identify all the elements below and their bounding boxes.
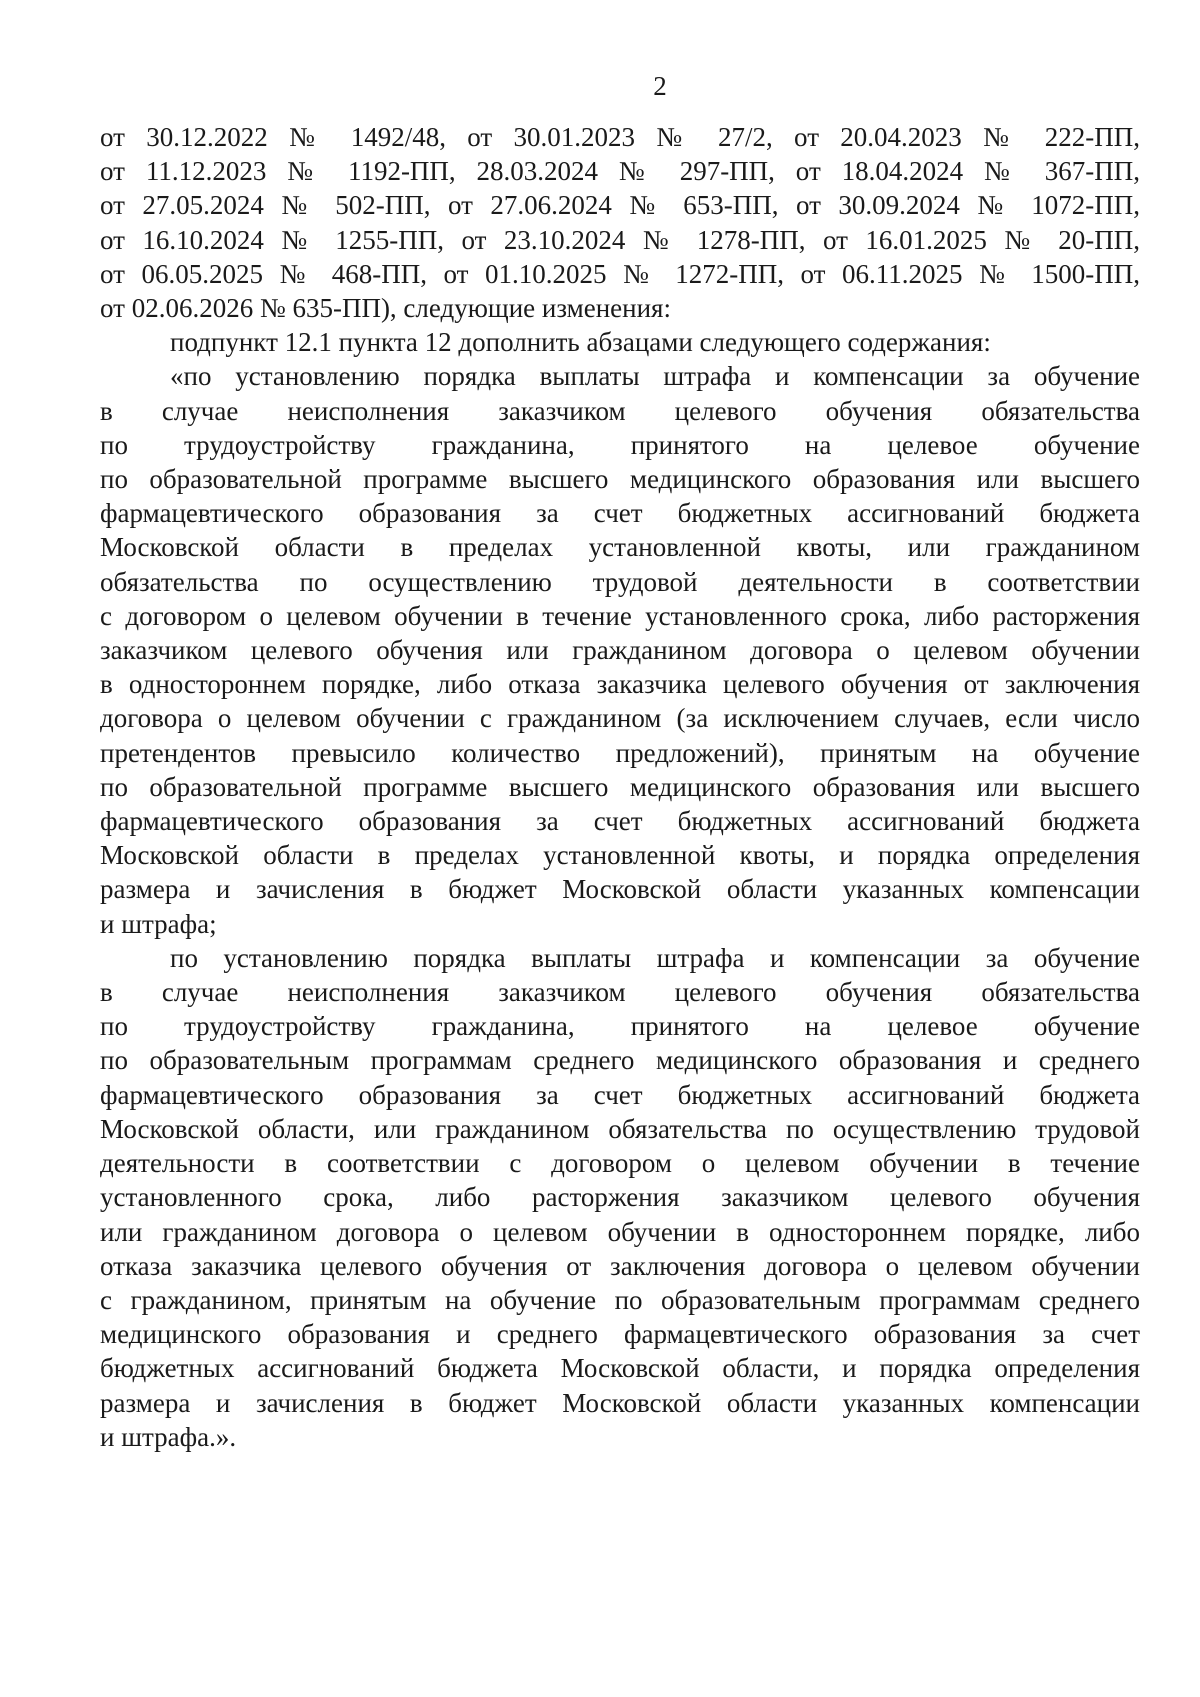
text-line: по образовательным программам среднего медицинского образования и среднего — [100, 1045, 1140, 1076]
text-line: «по установлению порядка выплаты штрафа и компенсации за обучение — [170, 361, 1140, 392]
text-line: Московской области, или гражданином обязательства по осуществлению трудовой — [100, 1113, 1140, 1144]
text-line: с договором о целевом обучении в течение установленного срока, либо расторжения — [100, 600, 1140, 631]
text-line: по трудоустройству гражданина, принятого на целевое обучение — [100, 429, 1140, 460]
text-line: фармацевтического образования за счет бюджетных ассигнований бюджета — [100, 498, 1140, 529]
text-line: размера и зачисления в бюджет Московской области указанных компенсации — [100, 874, 1140, 905]
text-line: деятельности в соответствии с договором о целевом обучении в течение — [100, 1148, 1140, 1179]
text-line: договора о целевом обучении с гражданином (за исключением случаев, если число — [100, 703, 1140, 734]
text-line: от 02.06.2026 № 635-ПП), следующие изменения: — [100, 293, 671, 324]
text-line: и штрафа.». — [100, 1421, 237, 1452]
document-body — [100, 120, 1140, 1454]
text-line: в случае неисполнения заказчиком целевого обучения обязательства — [100, 395, 1140, 426]
text-line: по установлению порядка выплаты штрафа и компенсации за обучение — [170, 942, 1140, 973]
text-line: медицинского образования и среднего фармацевтического образования за счет — [100, 1319, 1140, 1350]
text-line: заказчиком целевого обучения или гражданином договора о целевом обучении — [100, 635, 1140, 666]
text-line: отказа заказчика целевого обучения от заключения договора о целевом обучении — [100, 1250, 1140, 1281]
text-line: бюджетных ассигнований бюджета Московской области, и порядка определения — [100, 1353, 1140, 1384]
text-line: от 16.10.2024 № 1255-ПП, от 23.10.2024 № 1278-ПП, от 16.01.2025 № 20-ПП, — [100, 224, 1140, 255]
text-line: подпункт 12.1 пункта 12 дополнить абзацами следующего содержания: — [170, 327, 991, 358]
text-line: установленного срока, либо расторжения заказчиком целевого обучения — [100, 1182, 1140, 1213]
text-line: от 27.05.2024 № 502-ПП, от 27.06.2024 № 653-ПП, от 30.09.2024 № 1072-ПП, — [100, 190, 1140, 221]
text-line: в одностороннем порядке, либо отказа заказчика целевого обучения от заключения — [100, 669, 1140, 700]
text-line: по образовательной программе высшего медицинского образования или высшего — [100, 464, 1140, 495]
text-line: или гражданином договора о целевом обучении в одностороннем порядке, либо — [100, 1216, 1140, 1247]
text-line: по образовательной программе высшего медицинского образования или высшего — [100, 771, 1140, 802]
text-line: обязательства по осуществлению трудовой деятельности в соответствии — [100, 566, 1140, 597]
text-line: от 06.05.2025 № 468-ПП, от 01.10.2025 № 1272-ПП, от 06.11.2025 № 1500-ПП, — [100, 258, 1140, 289]
text-line: размера и зачисления в бюджет Московской области указанных компенсации — [100, 1387, 1140, 1418]
text-line: с гражданином, принятым на обучение по образовательным программам среднего — [100, 1284, 1140, 1315]
text-line: по трудоустройству гражданина, принятого на целевое обучение — [100, 1011, 1140, 1042]
text-line: от 30.12.2022 № 1492/48, от 30.01.2023 № 27/2, от 20.04.2023 № 222-ПП, — [100, 122, 1140, 152]
text-line: Московской области в пределах установленной квоты, или гражданином — [100, 532, 1140, 563]
text-line: фармацевтического образования за счет бюджетных ассигнований бюджета — [100, 1079, 1140, 1110]
text-line: в случае неисполнения заказчиком целевого обучения обязательства — [100, 977, 1140, 1008]
text-line: претендентов превысило количество предложений), принятым на обучение — [100, 737, 1140, 768]
text-line: и штрафа; — [100, 908, 217, 939]
text-line: фармацевтического образования за счет бюджетных ассигнований бюджета — [100, 806, 1140, 837]
text-line: от 11.12.2023 № 1192-ПП, 28.03.2024 № 297-ПП, от 18.04.2024 № 367-ПП, — [100, 156, 1140, 187]
page-number: 2 — [653, 71, 667, 101]
text-line: Московской области в пределах установленной квоты, и порядка определения — [100, 840, 1140, 871]
